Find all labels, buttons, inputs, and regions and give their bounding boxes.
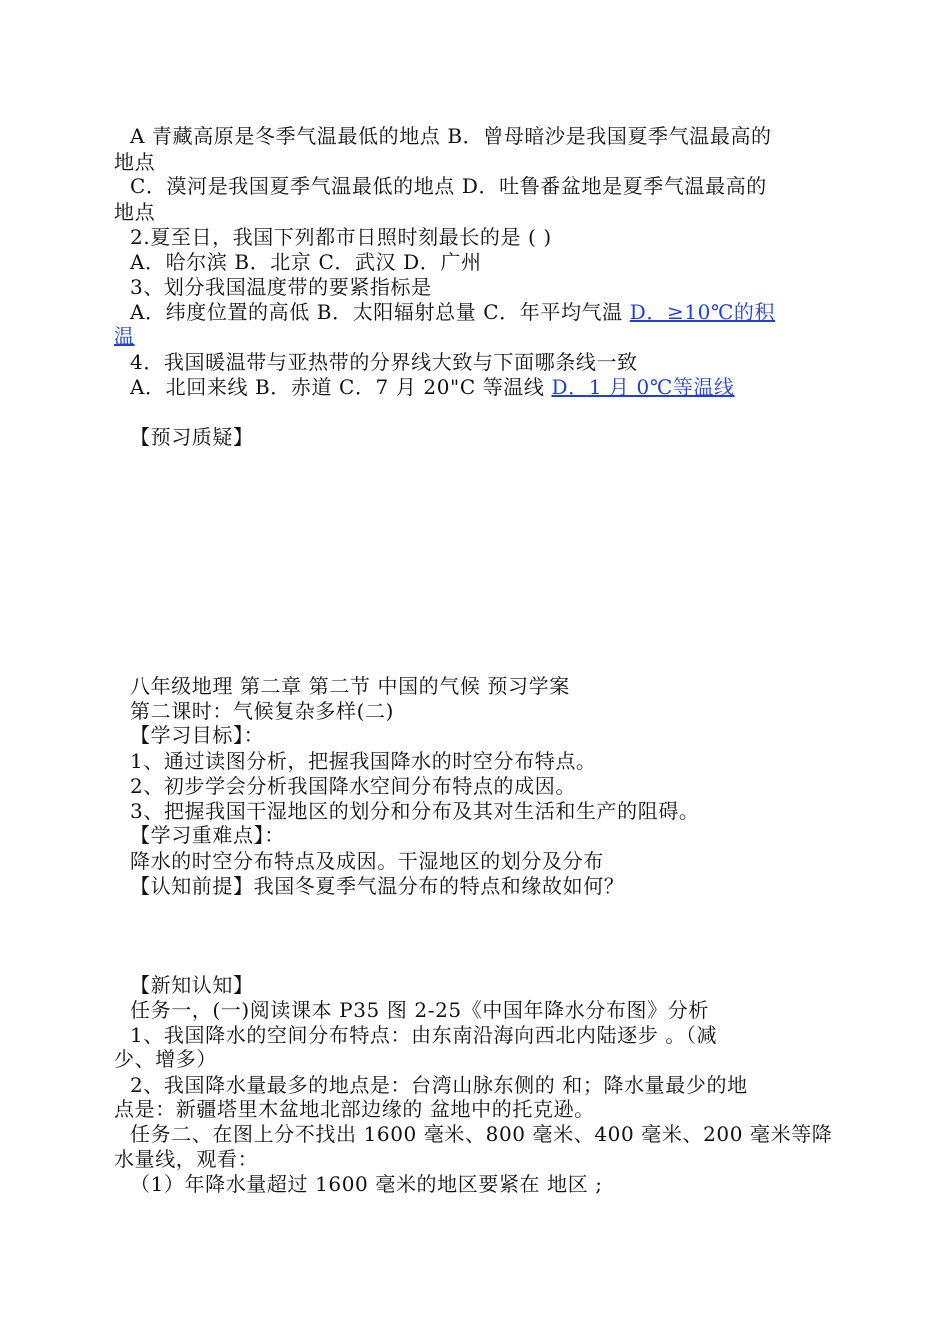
question-3-answer-link-continued[interactable]: 温 bbox=[114, 324, 135, 348]
question-2-options: A．哈尔滨 B．北京 C．武汉 D．广州 bbox=[130, 250, 482, 274]
question-1-line-1: A 青藏高原是冬季气温最低的地点 B．曾母暗沙是我国夏季气温最高的 bbox=[130, 124, 772, 148]
question-1-line-2: C．漠河是我国夏季气温最低的地点 D．吐鲁番盆地是夏季气温最高的 bbox=[130, 174, 767, 198]
task-1-item-1-continued: 少、增多） bbox=[114, 1047, 217, 1071]
question-3-options bbox=[130, 299, 775, 325]
document-title: 八年级地理 第二章 第二节 中国的气候 预习学案 bbox=[130, 674, 570, 698]
question-3: 3、划分我国温度带的要紧指标是 bbox=[130, 275, 432, 299]
task-1-item-2: 2、我国降水量最多的地点是：台湾山脉东侧的 和；降水量最少的地 bbox=[130, 1073, 748, 1097]
prior-knowledge: 【认知前提】我国冬夏季气温分布的特点和缘故如何？ bbox=[130, 874, 625, 898]
question-1-line-2-continued: 地点 bbox=[114, 200, 156, 224]
learning-goal-2: 2、初步学会分析我国降水空间分布特点的成因。 bbox=[130, 774, 576, 798]
task-1-item-1: 1、我国降水的空间分布特点：由东南沿海向西北内陆逐步 。（减 bbox=[130, 1023, 718, 1047]
question-3-answer-link[interactable]: D．≥10℃的积 bbox=[629, 300, 776, 324]
question-4-options bbox=[130, 374, 735, 400]
key-difficulty-text: 降水的时空分布特点及成因。干湿地区的划分及分布 bbox=[130, 849, 604, 873]
task-1: 任务一，(一)阅读课本 P35 图 2-25《中国年降水分布图》分析 bbox=[130, 998, 709, 1022]
question-3-options-text: A．纬度位置的高低 B．太阳辐射总量 C．年平均气温 bbox=[130, 300, 630, 324]
task-2: 任务二、在图上分不找出 1600 毫米、800 毫米、400 毫米、200 毫米等降 bbox=[130, 1122, 833, 1146]
task-2-sub-1: （1）年降水量超过 1600 毫米的地区要紧在 地区 ; bbox=[130, 1172, 603, 1196]
task-1-item-2-continued: 点是：新疆塔里木盆地北部边缘的 盆地中的托克逊。 bbox=[114, 1097, 595, 1121]
new-knowledge-heading: 【新知认知】 bbox=[130, 973, 254, 997]
learning-goal-3: 3、把握我国干湿地区的划分和分布及其对生活和生产的阻碍。 bbox=[130, 799, 700, 823]
question-1-line-1-continued: 地点 bbox=[114, 150, 156, 174]
question-4-answer-link[interactable]: D．1 月 0℃等温线 bbox=[551, 375, 735, 399]
question-4-options-text: A．北回来线 B．赤道 C．7 月 20"C 等温线 bbox=[130, 375, 552, 399]
question-4: 4．我国暖温带与亚热带的分界线大致与下面哪条线一致 bbox=[130, 350, 638, 374]
question-2: 2.夏至日，我国下列都市日照时刻最长的是 ( ) bbox=[130, 225, 552, 249]
preview-question-heading: 【预习质疑】 bbox=[130, 425, 254, 449]
learning-goal-1: 1、通过读图分析，把握我国降水的时空分布特点。 bbox=[130, 749, 597, 773]
key-difficulty-heading: 【学习重难点】： bbox=[130, 823, 285, 847]
learning-goals-heading: 【学习目标】： bbox=[130, 723, 265, 747]
lesson-subtitle: 第二课时：气候复杂多样(二) bbox=[130, 699, 395, 723]
task-2-continued: 水量线，观看： bbox=[114, 1147, 259, 1171]
